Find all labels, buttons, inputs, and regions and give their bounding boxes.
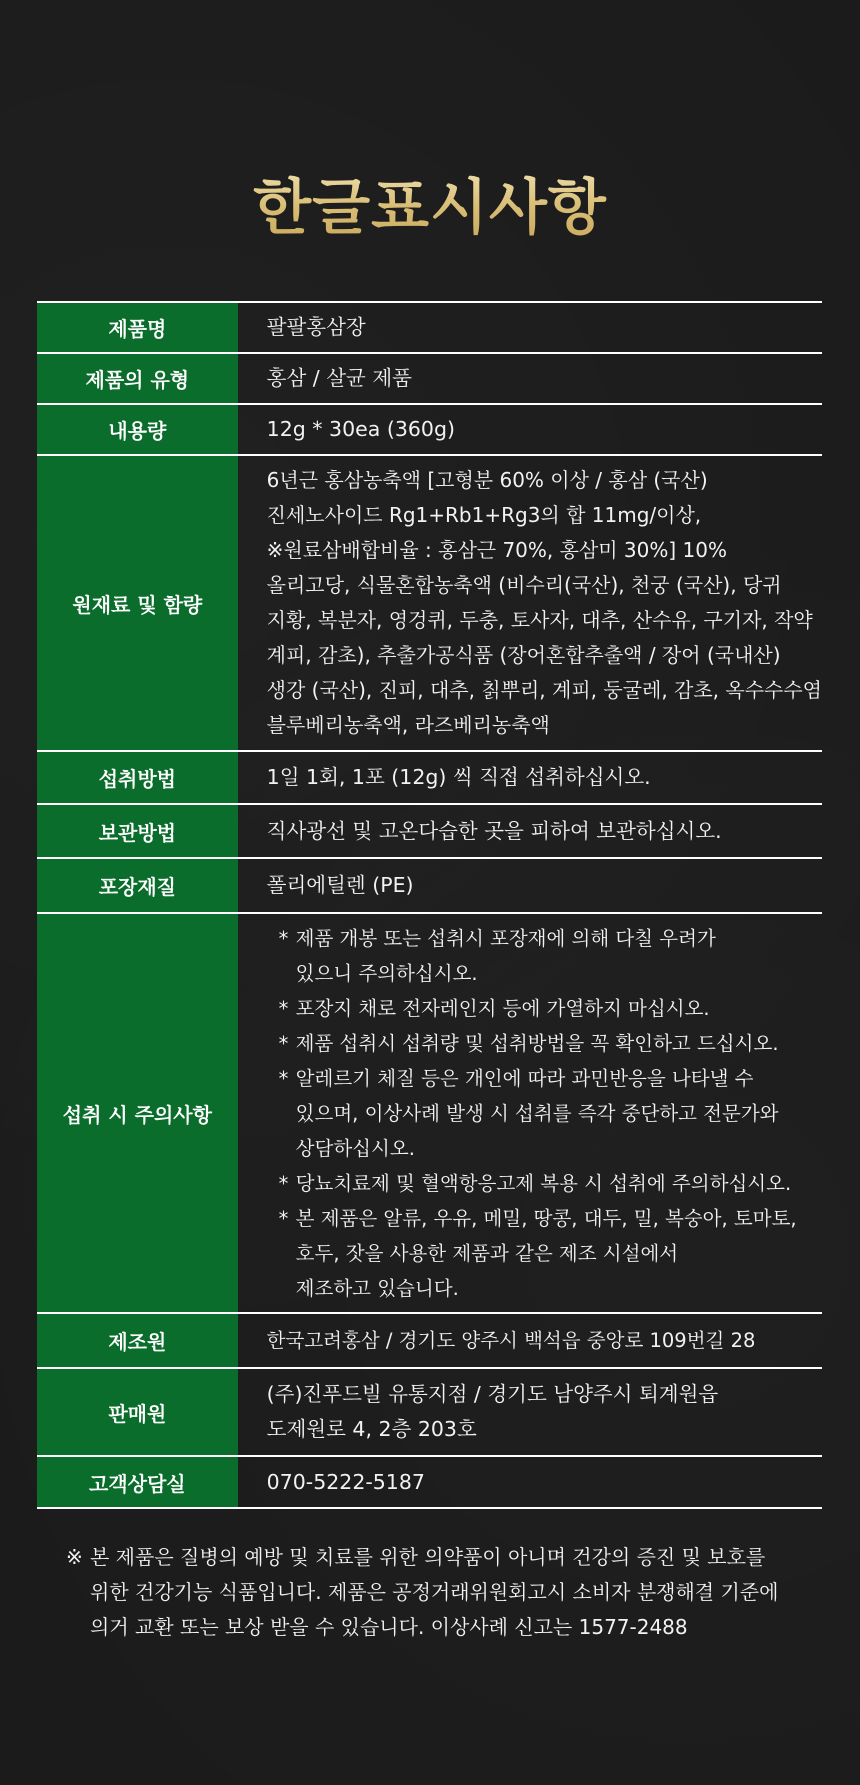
row-label: 내용량: [37, 404, 238, 455]
value-line: 폴리에틸렌 (PE): [266, 873, 414, 897]
product-info-table: [37, 301, 822, 1509]
bullet-star: *: [278, 1206, 289, 1230]
row-product-name: [37, 302, 822, 353]
value-line: ※원료삼배합비율 : 홍삼근 70%, 홍삼미 30%] 10%: [266, 538, 727, 562]
value-line: 올리고당, 식물혼합농축액 (비수리(국산), 천궁 (국산), 당귀: [266, 573, 782, 597]
bullet-star: *: [278, 1031, 289, 1055]
row-storage-method: [37, 804, 822, 858]
row-customer-service: [37, 1456, 822, 1508]
caution-line: 본 제품은 알류, 우유, 메밀, 땅콩, 대두, 밀, 복숭아, 토마토,: [295, 1206, 797, 1230]
value-line: 진세노사이드 Rg1+Rb1+Rg3의 합 11mg/이상,: [266, 503, 702, 527]
bullet-star: *: [278, 1171, 289, 1195]
caution-line: 당뇨치료제 및 혈액항응고제 복용 시 섭취에 주의하십시오.: [295, 1171, 792, 1195]
value-line: 생강 (국산), 진피, 대추, 칡뿌리, 계피, 둥굴레, 감초, 옥수수수염: [266, 678, 822, 702]
caution-item: [279, 1201, 822, 1306]
row-label: 원재료 및 함량: [37, 455, 238, 751]
row-manufacturer: [37, 1313, 822, 1368]
row-value: [238, 858, 822, 913]
caution-line: 포장지 채로 전자레인지 등에 가열하지 마십시오.: [295, 996, 710, 1020]
caution-item: [279, 921, 822, 991]
value-line: 블루베리농축액, 라즈베리농축액: [266, 713, 550, 737]
row-distributor: [37, 1368, 822, 1456]
row-packaging-material: [37, 858, 822, 913]
row-label: 제품의 유형: [37, 353, 238, 404]
row-value: [238, 353, 822, 404]
row-label: 섭취방법: [37, 751, 238, 804]
row-value: [238, 1313, 822, 1368]
row-label: 제품명: [37, 302, 238, 353]
caution-item: [279, 1061, 822, 1166]
page-title: 한글표시사항: [0, 160, 860, 246]
row-value: [238, 302, 822, 353]
value-line: 6년근 홍삼농축액 [고형분 60% 이상 / 홍삼 (국산): [266, 468, 708, 492]
bullet-star: *: [278, 996, 289, 1020]
caution-line: 제품 섭취시 섭취량 및 섭취방법을 꼭 확인하고 드십시오.: [295, 1031, 779, 1055]
value-line: 한국고려홍삼 / 경기도 양주시 백석읍 중앙로 109번길 28: [266, 1329, 756, 1352]
row-value: [238, 404, 822, 455]
row-label: 포장재질: [37, 858, 238, 913]
disclaimer-line: 의거 교환 또는 보상 받을 수 있습니다. 이상사례 신고는 1577-2488: [90, 1615, 688, 1639]
caution-line: 호두, 잣을 사용한 제품과 같은 제조 시설에서: [295, 1241, 679, 1265]
value-line: 계피, 감초), 추출가공식품 (장어혼합추출액 / 장어 (국내산): [266, 643, 781, 667]
row-value: [238, 1456, 822, 1508]
row-label: 판매원: [37, 1368, 238, 1456]
row-ingredients: [37, 455, 822, 751]
value-line: 1일 1회, 1포 (12g) 씩 직접 섭취하십시오.: [266, 765, 651, 789]
row-value: [238, 751, 822, 804]
bullet-star: *: [278, 926, 289, 950]
caution-item: [279, 991, 822, 1026]
caution-list: [267, 921, 822, 1306]
row-caution: [37, 913, 822, 1313]
value-line: 도제원로 4, 2층 203호: [266, 1417, 477, 1441]
caution-line: 알레르기 체질 등은 개인에 따라 과민반응을 나타낼 수: [295, 1066, 754, 1090]
value-line: 12g * 30ea (360g): [266, 417, 455, 441]
caution-line: 있으며, 이상사례 발생 시 섭취를 즉각 중단하고 전문가와: [295, 1101, 779, 1125]
bullet-star: *: [278, 1066, 289, 1090]
caution-line: 제조하고 있습니다.: [295, 1276, 459, 1300]
row-label: 보관방법: [37, 804, 238, 858]
disclaimer-line: 본 제품은 질병의 예방 및 치료를 위한 의약품이 아니며 건강의 증진 및 보호를: [90, 1545, 766, 1569]
value-line: 직사광선 및 고온다습한 곳을 피하여 보관하십시오.: [266, 818, 722, 843]
row-label: 제조원: [37, 1313, 238, 1368]
row-label: 섭취 시 주의사항: [37, 913, 238, 1313]
value-line: 070-5222-5187: [266, 1469, 425, 1494]
disclaimer-note: [66, 1540, 826, 1645]
row-value: [238, 455, 822, 751]
disclaimer-line: 위한 건강기능 식품입니다. 제품은 공정거래위원회고시 소비자 분쟁해결 기준에: [90, 1580, 779, 1604]
value-line: 팔팔홍삼장: [266, 315, 366, 339]
row-value: [238, 913, 822, 1313]
row-label: 고객상담실: [37, 1456, 238, 1508]
row-intake-method: [37, 751, 822, 804]
reference-mark: ※: [66, 1545, 83, 1569]
value-line: 지황, 복분자, 영겅퀴, 두충, 토사자, 대추, 산수유, 구기자, 작약: [266, 608, 813, 632]
row-product-type: [37, 353, 822, 404]
row-value: [238, 804, 822, 858]
row-value: [238, 1368, 822, 1456]
value-line: 홍삼 / 살균 제품: [266, 366, 412, 390]
caution-item: [279, 1026, 822, 1061]
caution-line: 있으니 주의하십시오.: [295, 961, 478, 985]
caution-line: 제품 개봉 또는 섭취시 포장재에 의해 다칠 우려가: [295, 926, 716, 950]
caution-line: 상담하십시오.: [295, 1136, 415, 1160]
caution-item: [279, 1166, 822, 1201]
row-net-content: [37, 404, 822, 455]
value-line: (주)진푸드빌 유통지점 / 경기도 남양주시 퇴계원읍: [266, 1382, 719, 1406]
